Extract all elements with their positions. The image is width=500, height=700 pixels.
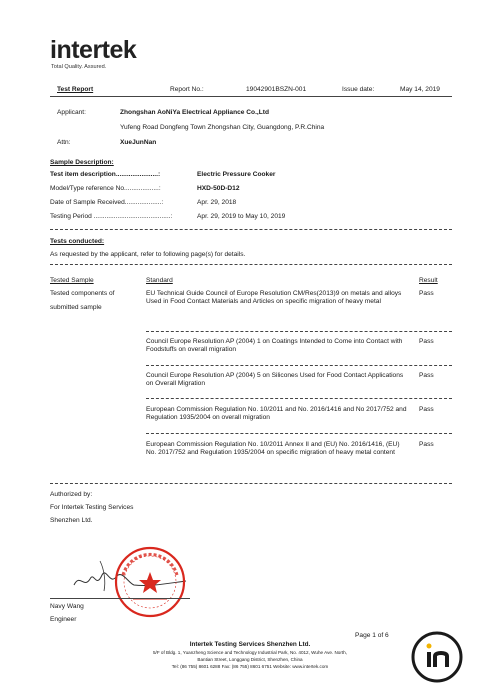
standard-row-2: Council Europe Resolution AP (2004) 1 on Coatings Intended to Come into Contact with Foodstuffs on overall migration bbox=[146, 338, 403, 354]
tests-intro: As requested by the applicant, refer to following page(s) for details. bbox=[50, 251, 246, 258]
authorized-company-line2: Shenzhen Ltd. bbox=[50, 517, 93, 524]
result-row-1: Pass bbox=[419, 290, 434, 297]
divider-1 bbox=[50, 229, 452, 230]
attn-label: Attn: bbox=[57, 139, 71, 146]
divider-2 bbox=[50, 264, 452, 265]
row-divider-4 bbox=[146, 433, 452, 434]
logo-tagline: Total Quality. Assured. bbox=[51, 64, 107, 70]
tested-sample-line1: Tested components of bbox=[50, 290, 115, 297]
issue-date-label: Issue date: bbox=[342, 86, 375, 93]
report-title: Test Report bbox=[57, 86, 94, 93]
issue-date-value: May 14, 2019 bbox=[400, 86, 440, 93]
testing-period-value: Apr. 29, 2019 to May 10, 2019 bbox=[197, 213, 286, 220]
model-value: HXD-50D-D12 bbox=[197, 185, 240, 192]
intertek-in-logo-icon bbox=[410, 630, 464, 684]
signer-name: Navy Wang bbox=[50, 603, 84, 610]
intertek-logo: intertek bbox=[50, 36, 137, 64]
model-label: Model/Type reference No...................: bbox=[50, 185, 161, 192]
standard-row-5: European Commission Regulation No. 10/2011 Annex II and (EU) No. 2016/1416, (EU) No. 2017/752 and Regulation 1935/2004 on specific migration of heavy metal content bbox=[146, 441, 400, 457]
footer-address-1: 5/F of Bldg. 1, Yuanzheng Science and Technology Industrial Park, No. 4012, Wuhe Ave. North, bbox=[153, 650, 347, 655]
tested-sample-line2: submitted sample bbox=[50, 304, 102, 311]
col-header-sample: Tested Sample bbox=[50, 277, 94, 284]
testing-period-label: Testing Period ..........................................: bbox=[50, 213, 173, 220]
item-value: Electric Pressure Cooker bbox=[197, 171, 276, 178]
row-divider-3 bbox=[146, 398, 452, 399]
item-label: Test item description.......................: bbox=[50, 171, 161, 178]
row-divider-1 bbox=[146, 331, 452, 332]
header-rule bbox=[50, 96, 452, 97]
report-no-label: Report No.: bbox=[170, 86, 204, 93]
applicant-address: Yufeng Road Dongfeng Town Zhongshan City, Guangdong, P.R.China bbox=[120, 124, 325, 131]
authorized-by: Authorized by: bbox=[50, 491, 93, 498]
attn-value: XueJunNan bbox=[120, 139, 157, 146]
footer-address-2: Bantian Street, Longgang District, Shenzhen, China bbox=[197, 657, 303, 662]
divider-3 bbox=[50, 483, 452, 484]
signature-line bbox=[50, 598, 190, 599]
col-header-standard: Standard bbox=[146, 277, 173, 284]
tests-heading: Tests conducted: bbox=[50, 238, 105, 245]
row-divider-2 bbox=[146, 365, 452, 366]
result-row-3: Pass bbox=[419, 372, 434, 379]
page-number: Page 1 of 6 bbox=[355, 632, 389, 639]
sample-heading: Sample Description: bbox=[50, 159, 114, 166]
standard-row-4: European Commission Regulation No. 10/2011 and No. 2016/1416 and No 2017/752 and Regulation 1935/2004 on overall migration bbox=[146, 406, 407, 422]
standard-row-1: EU Technical Guide Council of Europe Resolution CM/Res(2013)9 on metals and alloys Used in Food Contact Materials and Articles on specific migration of heavy metal bbox=[146, 290, 402, 306]
date-received-label: Date of Sample Received....................: bbox=[50, 199, 164, 206]
footer-company: Intertek Testing Services Shenzhen Ltd. bbox=[189, 641, 311, 648]
date-received-value: Apr. 29, 2018 bbox=[197, 199, 237, 206]
report-no-value: 19042901BSZN-001 bbox=[246, 86, 307, 93]
result-row-4: Pass bbox=[419, 406, 434, 413]
footer-contact: Tel: (86 755) 8601 6288 Fax: (86 755) 8601 6751 Website: www.intertek.com bbox=[171, 664, 329, 669]
result-row-5: Pass bbox=[419, 441, 434, 448]
result-row-2: Pass bbox=[419, 338, 434, 345]
col-header-result: Result bbox=[419, 277, 438, 284]
applicant-name: Zhongshan AoNiYa Electrical Appliance Co.,Ltd bbox=[120, 109, 269, 116]
signer-title: Engineer bbox=[50, 616, 77, 623]
authorized-company: For Intertek Testing Services bbox=[50, 504, 134, 511]
applicant-label: Applicant: bbox=[57, 109, 86, 116]
standard-row-3: Council Europe Resolution AP (2004) 5 on Silicones Used for Food Contact Applications on Overall Migration bbox=[146, 372, 404, 388]
company-seal-stamp bbox=[113, 545, 187, 619]
